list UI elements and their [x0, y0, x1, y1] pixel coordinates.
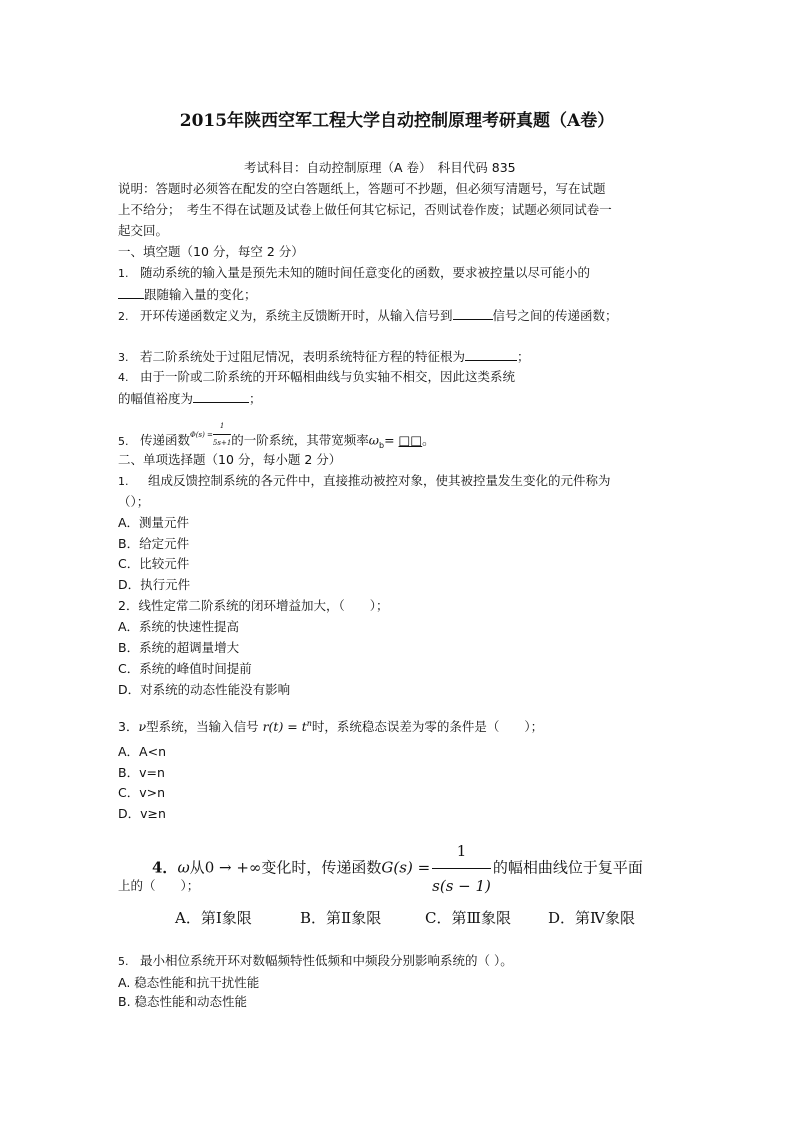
q-text: 传递函数 — [140, 432, 191, 448]
q-num: 5. — [118, 434, 129, 448]
option-a[interactable]: A．测量元件 — [118, 515, 190, 530]
choice-q2: 2．线性定常二阶系统的闭环增益加大，（ ）； — [118, 598, 389, 613]
q-num: 3. — [118, 351, 129, 364]
q-num: 1. — [118, 475, 129, 488]
punct: ； — [249, 391, 262, 406]
q-num: 4． — [152, 858, 178, 877]
answer-blank[interactable] — [453, 307, 493, 320]
choice-q1 — [118, 473, 611, 490]
denominator: s(s − 1) — [432, 877, 491, 895]
equals: = — [384, 432, 395, 448]
q-text: 最小相位系统开环对数幅频特性低频和中频段分别影响系统的（ ）。 — [140, 953, 513, 968]
option-b[interactable]: B．第Ⅱ象限 — [300, 909, 382, 927]
fill-q4 — [118, 369, 515, 386]
q-num: 5. — [118, 955, 129, 968]
formula — [190, 422, 232, 447]
q-text: 的一阶系统，其带宽频率 — [231, 432, 369, 448]
answer-blank[interactable] — [465, 348, 517, 361]
fill-q1-cont — [118, 286, 257, 303]
numerator: 1 — [213, 418, 231, 435]
q-text: 信号之间的传递函数； — [492, 308, 618, 323]
note-line: 说明：答题时必须答在配发的空白答题纸上，答题可不抄题，但必须写清题号，写在试题 — [118, 181, 606, 196]
q-text: 的幅值裕度为 — [118, 391, 194, 406]
q-text: 由于一阶或二阶系统的开环幅相曲线与负实轴不相交，因此这类系统 — [140, 369, 516, 384]
answer-blank[interactable] — [118, 286, 144, 299]
option-c[interactable]: C．第Ⅲ象限 — [425, 909, 511, 927]
choice-q3 — [118, 716, 543, 735]
option-d[interactable]: D．执行元件 — [118, 577, 191, 592]
option-a[interactable]: A．系统的快速性提高 — [118, 619, 240, 634]
q-text: 变化时，传递函数 — [261, 858, 382, 877]
fill-q4-cont — [118, 390, 262, 407]
q-text: 开环传递函数定义为，系统主反馈断开时，从输入信号到 — [140, 308, 453, 323]
nu-symbol: ν — [138, 719, 147, 735]
option-c[interactable]: C．系统的峰值时间提前 — [118, 661, 252, 676]
option-d[interactable]: D．第Ⅳ象限 — [548, 909, 636, 927]
q-num: 1. — [118, 267, 129, 280]
fill-q1 — [118, 265, 590, 282]
subject-line: 考试科目：自动控制原理（A 卷） 科目代码 835 — [244, 160, 516, 175]
formula-lhs: G(s) = — [381, 858, 431, 877]
formula-lhs: Φ(s) = — [190, 430, 213, 439]
q-num: 4. — [118, 371, 129, 384]
q-text: （）； — [118, 494, 150, 509]
note-line: 起交回。 — [118, 223, 169, 238]
range: 0 → +∞ — [204, 858, 262, 877]
subscript: b — [379, 441, 385, 450]
denominator: 5s+1 — [212, 439, 232, 447]
q-text: 组成反馈控制系统的各元件中，直接推动被控对象，使其被控量发生变化的元件称为 — [148, 473, 611, 488]
fill-q3 — [118, 348, 530, 366]
q-text: 从 — [189, 858, 205, 877]
q-text: 型系统，当输入信号 — [146, 719, 259, 735]
omega-symbol: ω — [368, 432, 379, 448]
formula: r(t) = t — [262, 719, 307, 735]
punct: ； — [517, 349, 530, 364]
option-b[interactable]: B．v=n — [118, 765, 165, 780]
choice-q5 — [118, 953, 513, 970]
option-c[interactable]: C．比较元件 — [118, 556, 190, 571]
option-a[interactable]: A．第Ⅰ象限 — [175, 909, 252, 927]
answer-blank[interactable] — [193, 390, 249, 403]
option-a[interactable]: A. 稳态性能和抗干扰性能 — [118, 975, 260, 990]
punct: 。 — [422, 432, 435, 448]
option-d[interactable]: D．v≥n — [118, 806, 166, 821]
superscript: n — [306, 719, 312, 728]
q-num: 3． — [118, 719, 139, 735]
fill-q2 — [118, 307, 618, 325]
option-b[interactable]: B. 稳态性能和动态性能 — [118, 994, 248, 1009]
note-line: 上不给分； 考生不得在试题及试卷上做任何其它标记，否则试卷作废；试题必须同试卷一 — [118, 202, 612, 217]
numerator: 1 — [432, 834, 491, 869]
page-title: 2015年陕西空军工程大学自动控制原理考研真题（A卷） — [179, 111, 615, 131]
q-text: 的幅相曲线位于复平面 — [492, 858, 643, 877]
option-c[interactable]: C．v>n — [118, 785, 166, 800]
q-text: 时，系统稳态误差为零的条件是（ ）； — [311, 719, 544, 735]
q-text: 跟随输入量的变化； — [144, 287, 257, 302]
option-a[interactable]: A．A<n — [118, 744, 166, 759]
section2-heading: 二、单项选择题（10 分，每小题 2 分） — [118, 452, 342, 467]
q-text: 若二阶系统处于过阻尼情况，表明系统特征方程的特征根为 — [140, 349, 466, 364]
q-num: 2. — [118, 310, 129, 323]
option-d[interactable]: D．对系统的动态性能没有影响 — [118, 682, 291, 697]
choice-q4-cont: 上的（ ）； — [118, 878, 200, 893]
answer-blank[interactable]: □□ — [398, 432, 423, 448]
option-b[interactable]: B．给定元件 — [118, 536, 190, 551]
omega-symbol: ω — [177, 858, 190, 877]
choice-q4 — [152, 834, 643, 903]
section1-heading: 一、填空题（10 分，每空 2 分） — [118, 244, 304, 259]
option-b[interactable]: B．系统的超调量增大 — [118, 640, 240, 655]
q-text: 随动系统的输入量是预先未知的随时间任意变化的函数，要求被控量以尽可能小的 — [140, 265, 591, 280]
